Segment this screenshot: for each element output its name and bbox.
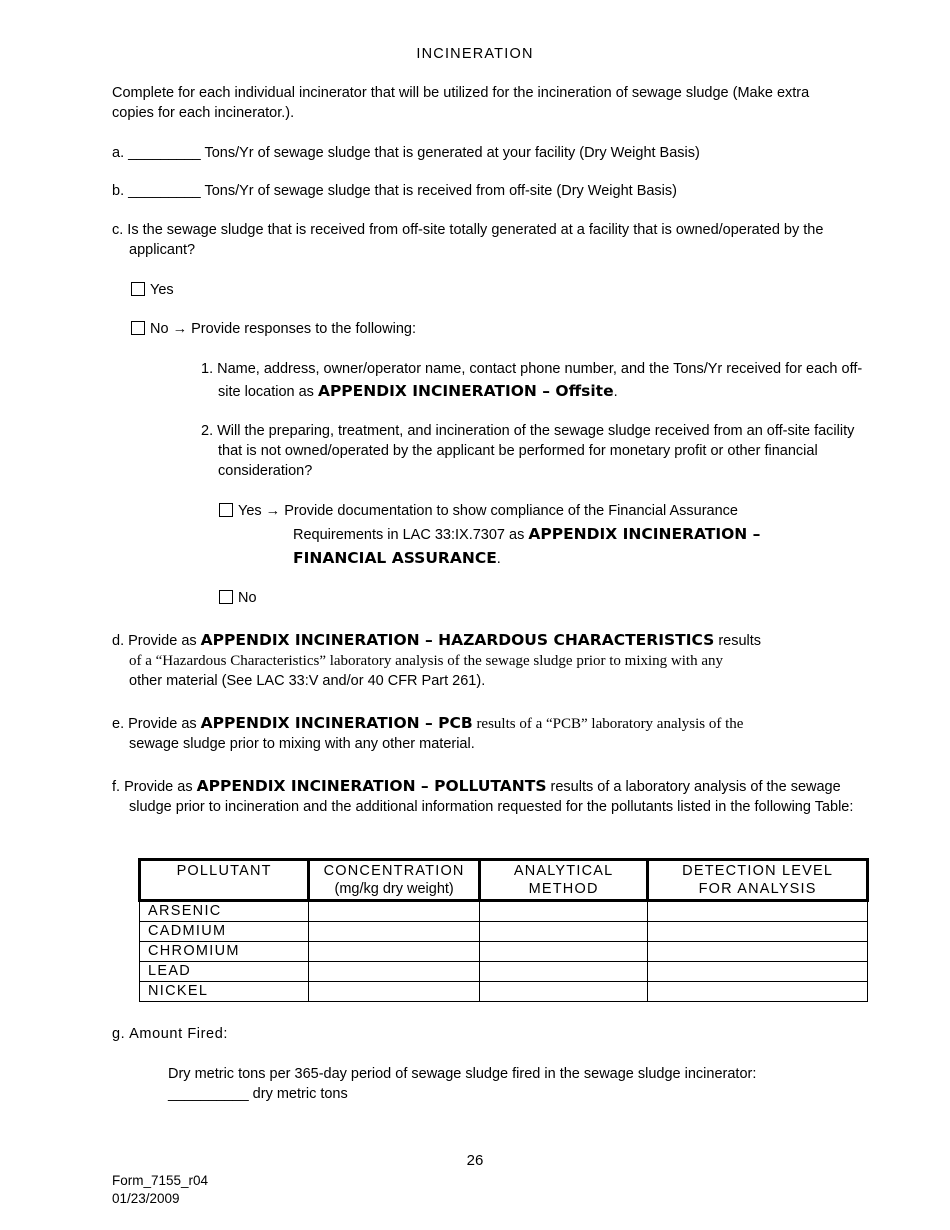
concentration-cell[interactable] bbox=[309, 922, 480, 942]
table-row bbox=[140, 982, 868, 1002]
e-serif: results of a “PCB” laboratory analysis of the bbox=[472, 716, 744, 732]
f-rest: results of a laboratory analysis of the sewage sludge prior to incineration and the additional information requested for the pollutants listed in the following Table: bbox=[129, 779, 854, 815]
concentration-cell[interactable] bbox=[309, 962, 480, 982]
table-row bbox=[140, 922, 868, 942]
c2-no-option bbox=[219, 588, 257, 608]
c2-no-checkbox[interactable] bbox=[219, 590, 233, 604]
c2-yes-option bbox=[219, 500, 839, 571]
c2-yes-financial-assurance: FINANCIAL ASSURANCE bbox=[293, 549, 497, 567]
d-appendix-hazardous: APPENDIX INCINERATION – HAZARDOUS CHARACTERISTICS bbox=[200, 631, 715, 649]
header-concentration: CONCENTRATION (mg/kg dry weight) bbox=[309, 860, 480, 901]
d-mid: results bbox=[714, 633, 762, 649]
g-text-line1: Dry metric tons per 365-day period of sewage sludge fired in the sewage sludge incinerator: bbox=[168, 1066, 757, 1082]
footer-form-id: Form_7155_r04 bbox=[112, 1173, 209, 1188]
c2-yes-label: Yes → Provide documentation to show compliance of the Financial Assurance bbox=[238, 503, 738, 519]
c-yes-label: Yes bbox=[150, 282, 174, 298]
header-analytical-method: ANALYTICAL METHOD bbox=[479, 860, 647, 901]
page-number: 26 bbox=[466, 1152, 484, 1169]
pollutant-name: CADMIUM bbox=[140, 922, 309, 942]
method-cell[interactable] bbox=[479, 962, 647, 982]
footer-date: 01/23/2009 bbox=[112, 1191, 180, 1206]
item-g-label: g. Amount Fired: bbox=[112, 1026, 228, 1042]
pollutant-table bbox=[138, 858, 869, 1002]
table-row bbox=[140, 942, 868, 962]
detection-level-cell[interactable] bbox=[648, 942, 868, 962]
item-f bbox=[112, 776, 869, 817]
detection-level-cell[interactable] bbox=[648, 901, 868, 922]
f-appendix-pollutants: APPENDIX INCINERATION – POLLUTANTS bbox=[196, 777, 547, 795]
c2-item: 2. Will the preparing, treatment, and incineration of the sewage sludge received from an off-site facility that is not owned/operated by the applicant be performed for monetary profit or other financial consideration? bbox=[201, 423, 855, 479]
item-e bbox=[112, 713, 852, 754]
c1-appendix-offsite: APPENDIX INCINERATION – Offsite bbox=[317, 382, 614, 400]
d-start: d. Provide as bbox=[112, 633, 201, 649]
e-start: e. Provide as bbox=[112, 716, 201, 732]
c2-no-label: No bbox=[238, 590, 257, 606]
method-cell[interactable] bbox=[479, 922, 647, 942]
item-g-text bbox=[168, 1064, 848, 1104]
header-pollutant: POLLUTANT bbox=[140, 860, 309, 901]
e-appendix-pcb: APPENDIX INCINERATION – PCB bbox=[200, 714, 473, 732]
concentration-cell[interactable] bbox=[309, 982, 480, 1002]
c-no-checkbox[interactable] bbox=[131, 321, 145, 335]
method-cell[interactable] bbox=[479, 901, 647, 922]
header-detection-level: DETECTION LEVEL FOR ANALYSIS bbox=[648, 860, 868, 901]
detection-level-cell[interactable] bbox=[648, 962, 868, 982]
page-title: INCINERATION bbox=[416, 46, 534, 62]
footer bbox=[112, 1172, 208, 1208]
method-cell[interactable] bbox=[479, 942, 647, 962]
detection-level-cell[interactable] bbox=[648, 922, 868, 942]
item-a-generated-tons: a. _________ Tons/Yr of sewage sludge that is generated at your facility (Dry Weight Basis) bbox=[112, 145, 700, 161]
table-row bbox=[140, 901, 868, 922]
c1-text: 1. Name, address, owner/operator name, contact phone number, and the Tons/Yr received for each off-site location as bbox=[201, 361, 863, 400]
item-c-question: c. Is the sewage sludge that is received from off-site totally generated at a facility that is owned/operated by the applicant? bbox=[112, 222, 824, 258]
c2-yes-line2: Requirements in LAC 33:IX.7307 as bbox=[293, 527, 529, 543]
e-end-line: sewage sludge prior to mixing with any other material. bbox=[129, 736, 475, 752]
concentration-cell[interactable] bbox=[309, 901, 480, 922]
item-b-received-tons: b. _________ Tons/Yr of sewage sludge that is received from off-site (Dry Weight Basis) bbox=[112, 183, 677, 199]
c-yes-checkbox[interactable] bbox=[131, 282, 145, 296]
detection-level-cell[interactable] bbox=[648, 982, 868, 1002]
c2-yes-checkbox[interactable] bbox=[219, 503, 233, 517]
pollutant-name: NICKEL bbox=[140, 982, 309, 1002]
f-start: f. Provide as bbox=[112, 779, 197, 795]
table-row bbox=[140, 962, 868, 982]
c1-item bbox=[201, 358, 868, 403]
c-no-label: No → Provide responses to the following: bbox=[150, 321, 416, 337]
c2-yes-end: . bbox=[496, 551, 501, 567]
item-d bbox=[112, 630, 852, 691]
intro-paragraph: Complete for each individual incinerator that will be utilized for the incineration of sewage sludge (Make extra copies for each incinerator.). bbox=[112, 85, 810, 121]
g-text-line2: __________ dry metric tons bbox=[168, 1086, 348, 1102]
d-end-line: other material (See LAC 33:V and/or 40 CFR Part 261). bbox=[129, 673, 486, 689]
c-no-option bbox=[131, 319, 416, 339]
concentration-cell[interactable] bbox=[309, 942, 480, 962]
c1-end: . bbox=[613, 384, 618, 400]
pollutant-name: LEAD bbox=[140, 962, 309, 982]
d-serif-line: of a “Hazardous Characteristics” laboratory analysis of the sewage sludge prior to mixing with any bbox=[129, 653, 723, 669]
c2-yes-appendix: APPENDIX INCINERATION – bbox=[528, 525, 761, 543]
pollutant-name: CHROMIUM bbox=[140, 942, 309, 962]
pollutant-name: ARSENIC bbox=[140, 901, 309, 922]
table-header-row bbox=[140, 860, 868, 901]
c-yes-option bbox=[131, 280, 174, 300]
method-cell[interactable] bbox=[479, 982, 647, 1002]
